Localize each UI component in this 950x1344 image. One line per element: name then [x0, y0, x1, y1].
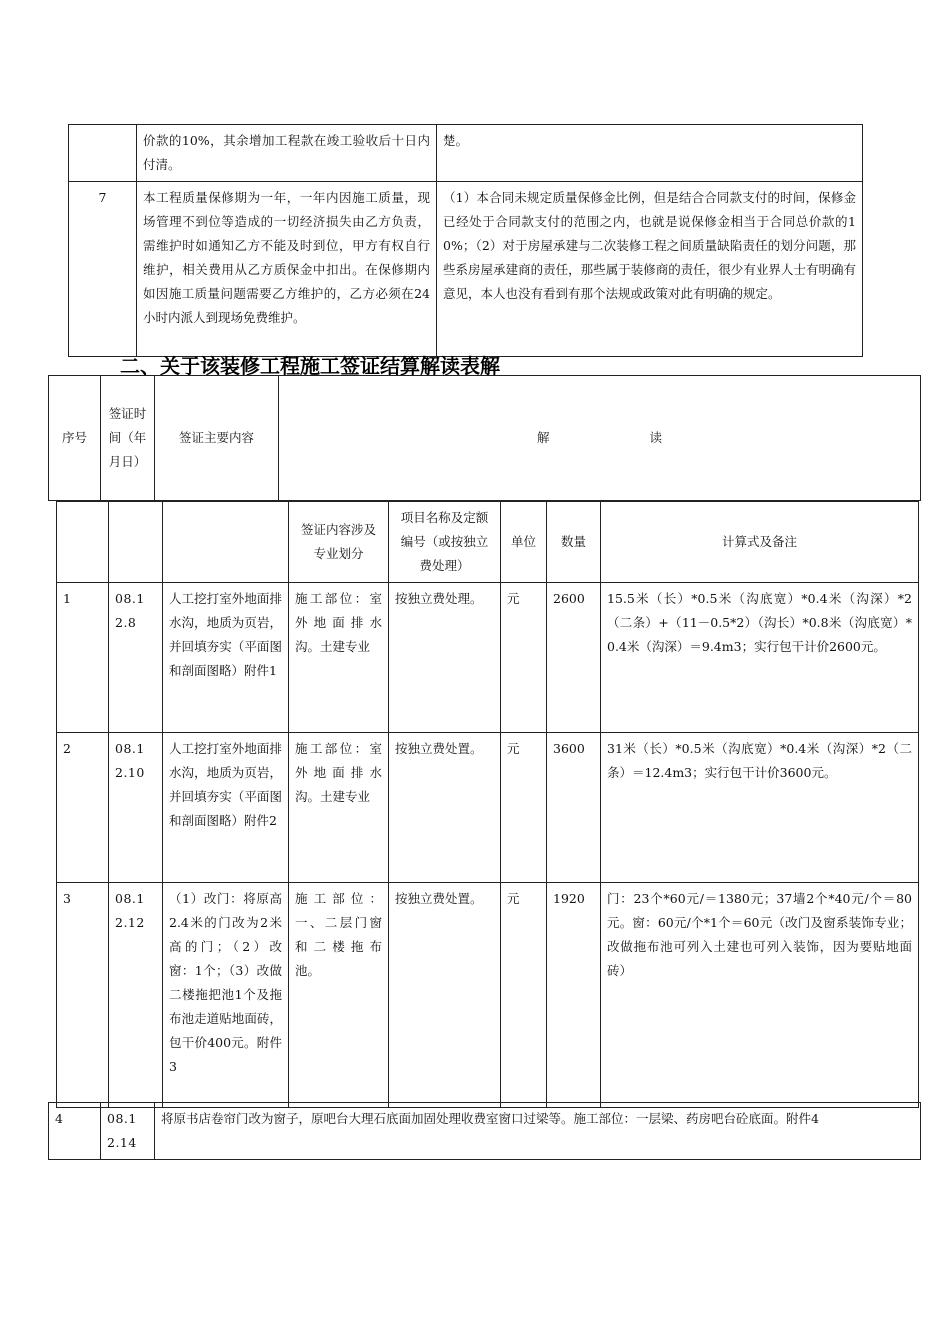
row-seq: 2 — [57, 733, 109, 883]
row-formula: 31米（长）*0.5米（沟底宽）*0.4米（沟深）*2（二条）＝12.4m3；实行包干计价3600元。 — [601, 733, 919, 883]
visa-body-table — [56, 501, 919, 1108]
clause-text: 本工程质量保修期为一年，一年内因施工质量，现场管理不到位等造成的一切经济损失由乙方负责，需维护时如通知乙方不能及时到位，甲方有权自行维护，相关费用从乙方质保金中扣出。在保修期内如因施工质量问题需要乙方维护的，乙方必须在24小时内派人到现场免费维护。 — [137, 182, 437, 357]
table-row — [69, 125, 863, 182]
table-row — [57, 583, 919, 733]
visa-row4-table — [48, 1102, 921, 1160]
row-scope: 施工部位：一、二层门窗和二楼拖布池。 — [289, 883, 389, 1108]
table-row — [49, 1103, 921, 1160]
row-content: （1）改门：将原高2.4米的门改为2米高的门；（2）改窗：1个；（3）改做二楼拖把池1个及拖布池走道贴地面砖，包干价400元。附件3 — [163, 883, 289, 1108]
row-unit: 元 — [501, 583, 547, 733]
clause-comment: （1）本合同未规定质量保修金比例，但是结合合同款支付的时间，保修金已经处于合同款支付的范围之内，也就是说保修金相当于合同总价款的10%；（2）对于房屋承建与二次装修工程之间质量缺陷责任的划分问题，那些系房屋承建商的责任，那些属于装修商的责任，很少有业界人士有明确有意见，本人也没有看到有那个法规或政策对此有明确的规定。 — [437, 182, 863, 357]
row-seq: 3 — [57, 883, 109, 1108]
col-header-item: 项目名称及定额编号（或按独立费处理） — [389, 502, 501, 583]
row-item: 按独立费处置。 — [389, 883, 501, 1108]
table-header-row — [49, 376, 921, 501]
row-qty: 1920 — [547, 883, 601, 1108]
row-qty: 2600 — [547, 583, 601, 733]
row-seq: 4 — [49, 1103, 101, 1160]
row-item: 按独立费处置。 — [389, 733, 501, 883]
row-formula: 门：23个*60元/＝1380元；37墙2个*40元/个＝80元。窗：60元/个*1个＝60元（改门及窗系装饰专业；改做拖布池可列入土建也可列入装饰，因为要贴地面砖） — [601, 883, 919, 1108]
row-content: 将原书店卷帘门改为窗子，原吧台大理石底面加固处理收费室窗口过梁等。施工部位：一层梁、药房吧台砼底面。附件4 — [155, 1103, 921, 1160]
clause-comment: 楚。 — [437, 125, 863, 182]
clause-number: 7 — [69, 182, 137, 357]
col-header-qty: 数量 — [547, 502, 601, 583]
col-header-date: 签证时间（年月日） — [101, 376, 155, 501]
row-date: 08.12.8 — [109, 583, 163, 733]
table-row — [57, 733, 919, 883]
col-header-content: 签证主要内容 — [155, 376, 279, 501]
row-qty: 3600 — [547, 733, 601, 883]
clause-text: 价款的10%，其余增加工程款在竣工验收后十日内付清。 — [137, 125, 437, 182]
row-scope: 施工部位：室外地面排水沟。土建专业 — [289, 583, 389, 733]
row-content: 人工挖打室外地面排水沟，地质为页岩，并回填夯实（平面图和剖面图略）附件2 — [163, 733, 289, 883]
row-seq: 1 — [57, 583, 109, 733]
row-unit: 元 — [501, 883, 547, 1108]
table-row — [57, 883, 919, 1108]
row-scope: 施工部位：室外地面排水沟。土建专业 — [289, 733, 389, 883]
contract-clause-table — [68, 124, 863, 357]
col-header-seq: 序号 — [49, 376, 101, 501]
row-content: 人工挖打室外地面排水沟，地质为页岩，并回填夯实（平面图和剖面图略）附件1 — [163, 583, 289, 733]
row-unit: 元 — [501, 733, 547, 883]
section-title: 二、关于该装修工程施工签证结算解读表解 — [120, 354, 500, 378]
clause-number — [69, 125, 137, 182]
col-header-formula: 计算式及备注 — [601, 502, 919, 583]
row-date: 08.12.12 — [109, 883, 163, 1108]
col-header-interpret: 解 读 — [279, 376, 921, 501]
row-item: 按独立费处理。 — [389, 583, 501, 733]
table-row — [69, 182, 863, 357]
row-date: 08.12.14 — [101, 1103, 155, 1160]
row-date: 08.12.10 — [109, 733, 163, 883]
col-header-scope: 签证内容涉及专业划分 — [289, 502, 389, 583]
visa-header-table — [48, 375, 921, 501]
table-subheader-row — [57, 502, 919, 583]
row-formula: 15.5米（长）*0.5米（沟底宽）*0.4米（沟深）*2（二条）+（11－0.5*2）（沟长）*0.8米（沟底宽）*0.4米（沟深）＝9.4m3；实行包干计价2600元。 — [601, 583, 919, 733]
col-header-unit: 单位 — [501, 502, 547, 583]
